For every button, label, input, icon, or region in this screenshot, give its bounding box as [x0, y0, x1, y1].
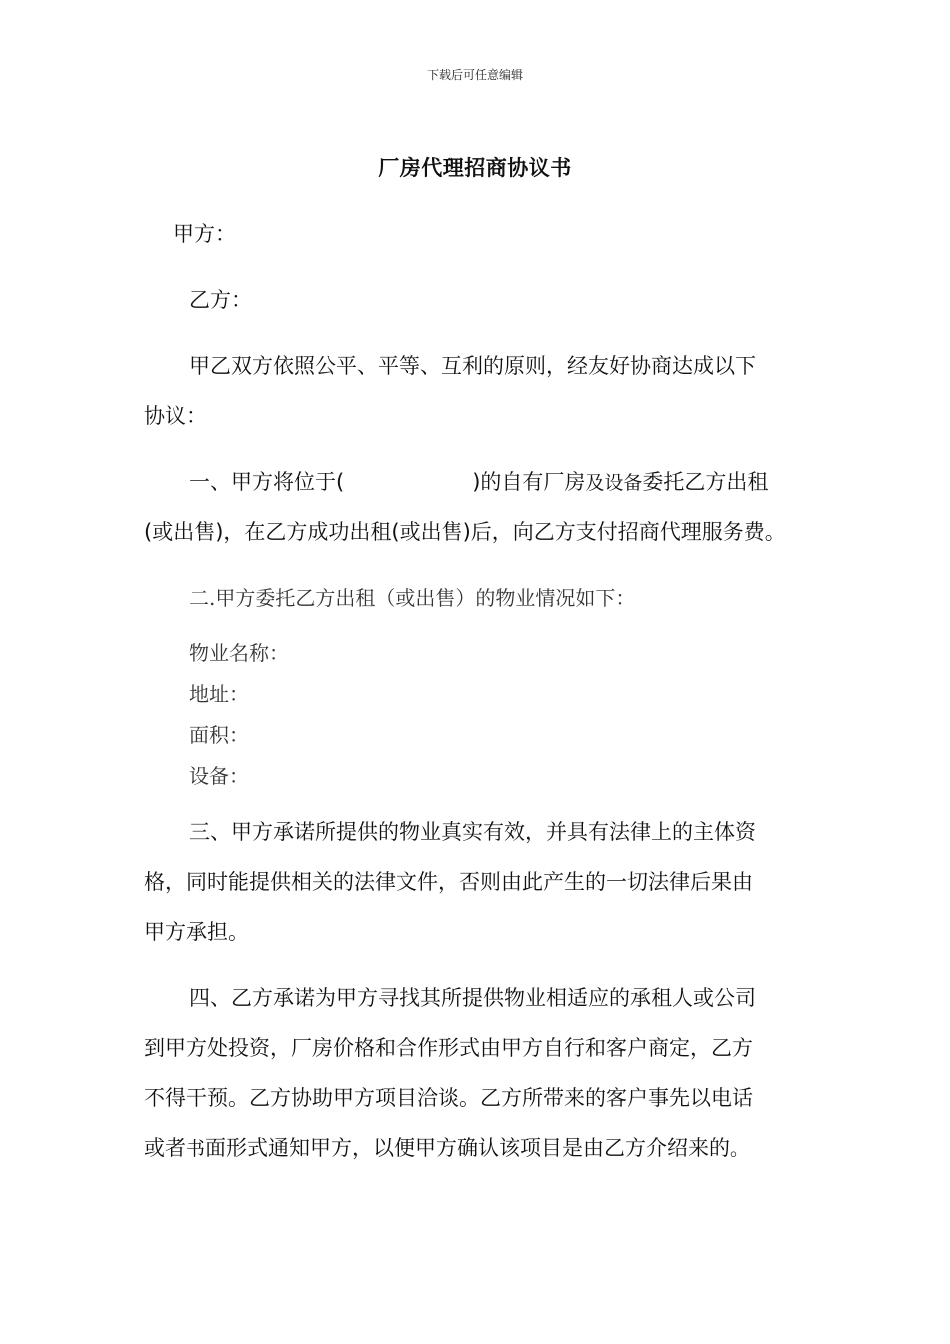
field-address: 地址： [189, 682, 249, 706]
clause-2-heading: 二.甲方委托乙方出租（或出售）的物业情况如下： [189, 586, 636, 610]
clause-4-line-4-b: 面形式通知甲方，以便甲方确认该项目是由乙方介绍来的 [205, 1136, 731, 1160]
clause-1-suffix-serif: 及设备 [585, 472, 643, 494]
clause-1-suffix-a: )的自有厂房 [472, 470, 586, 494]
clause-4-line-4-a: 或者 [144, 1136, 186, 1160]
intro-line-2: 协议： [144, 404, 207, 428]
clause-4-line-1: 四、乙方承诺为甲方寻找其所提供物业相适应的承租人或公司 [189, 986, 756, 1010]
clause-1-suffix-b: 委托乙方出租 [642, 470, 769, 494]
field-equipment: 设备： [189, 764, 249, 788]
clause-4-line-4-end: 。 [730, 1138, 750, 1160]
party-a-label: 甲方： [173, 222, 236, 246]
field-property-name: 物业名称： [189, 641, 289, 665]
clause-3-line-3: 甲方承担。 [144, 920, 249, 944]
clause-3-line-1: 三、甲方承诺所提供的物业真实有效，并具有法律上的主体资 [189, 820, 756, 844]
clause-3-line-2: 格，同时能提供相关的法律文件，否则由此产生的一切法律后果由 [144, 870, 753, 894]
clause-4-line-4 [144, 1133, 749, 1164]
clause-4-line-4-serif: 书 [186, 1138, 206, 1160]
clause-4-line-3: 不得干预。乙方协助甲方项目洽谈。乙方所带来的客户事先以电话 [144, 1086, 753, 1110]
party-b-label: 乙方： [189, 288, 252, 312]
clause-4-line-2: 到甲方处投资，厂房价格和合作形式由甲方自行和客户商定，乙方 [144, 1036, 753, 1060]
intro-line-1: 甲乙双方依照公平、平等、互利的原则，经友好协商达成以下 [189, 354, 756, 378]
field-area: 面积： [189, 723, 249, 747]
header-note: 下载后可任意编辑 [426, 68, 523, 82]
clause-1-line-1 [189, 467, 768, 498]
clause-1-line-2: (或出售)，在乙方成功出租(或出售)后，向乙方支付招商代理服务费。 [144, 520, 786, 544]
clause-1-prefix: 一、甲方将位于( [189, 470, 345, 494]
document-title: 厂房代理招商协议书 [378, 156, 572, 180]
